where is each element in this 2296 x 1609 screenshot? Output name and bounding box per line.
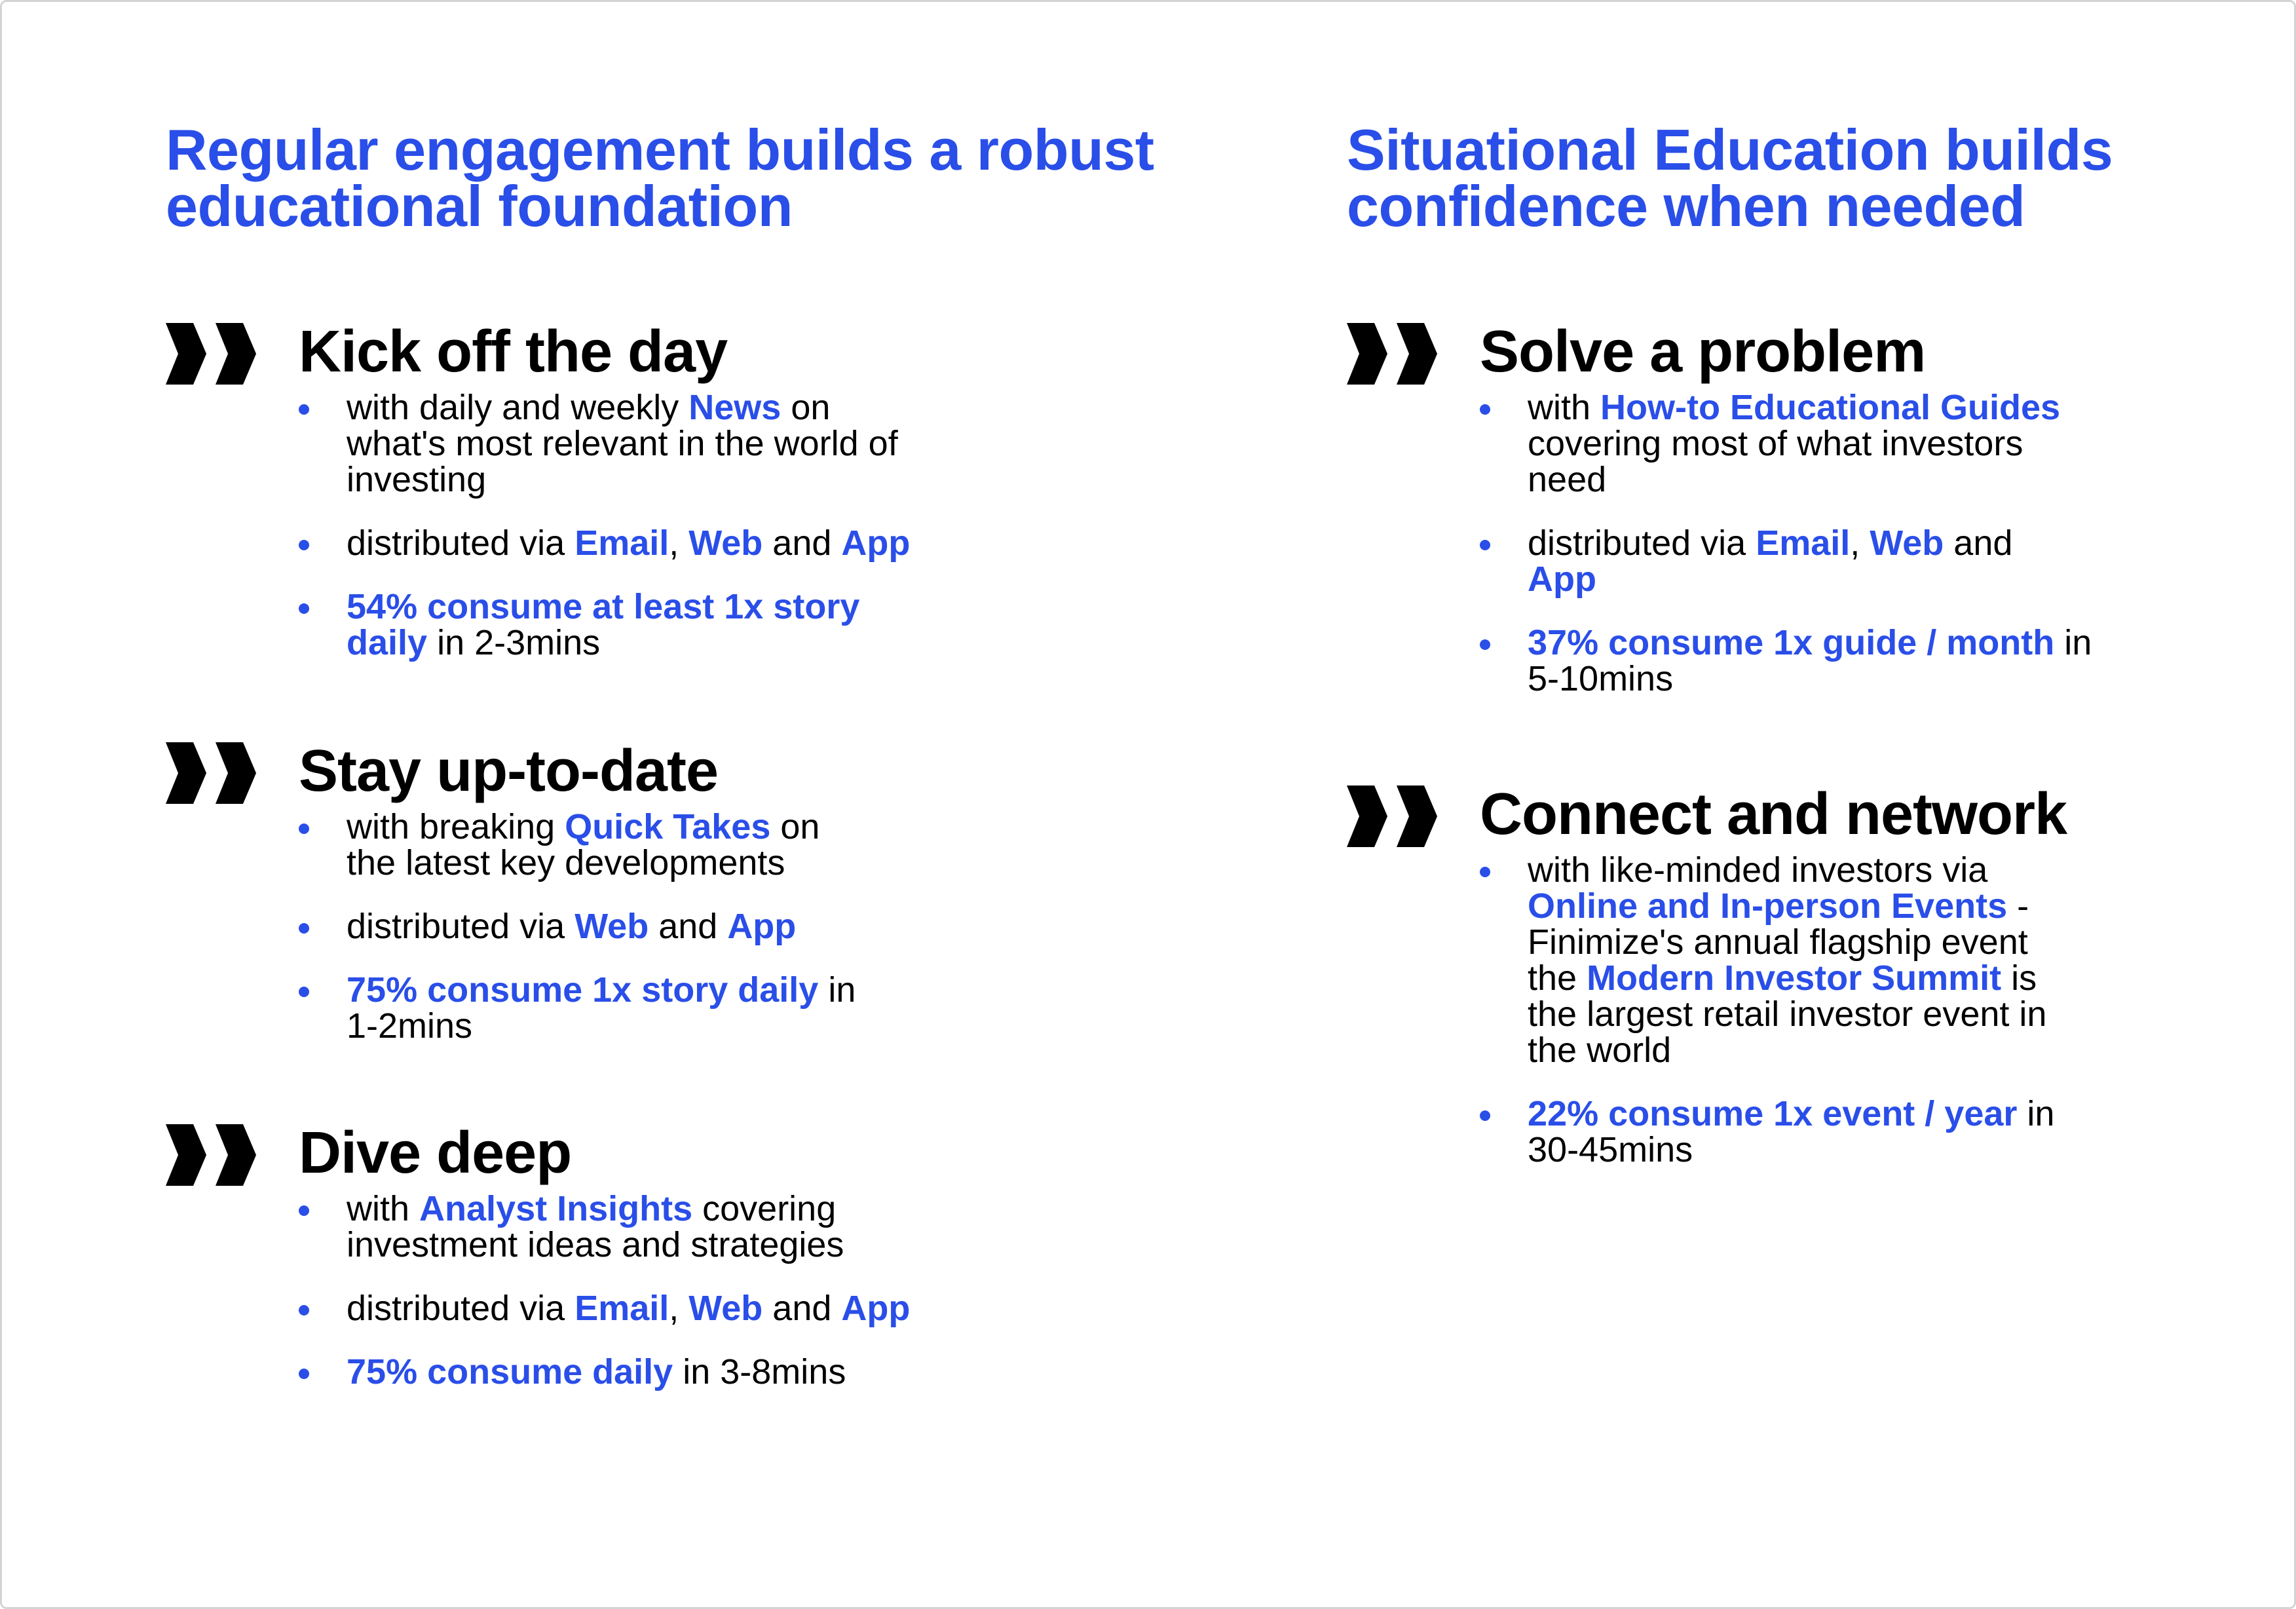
- highlight-text: Email: [574, 1289, 669, 1328]
- bullet-item: [1480, 525, 2092, 597]
- body-text: the world: [1528, 1031, 1672, 1070]
- bullet-dot-icon: [1480, 639, 1490, 650]
- bullet-dot-icon: [299, 603, 309, 614]
- body-text: with daily and weekly: [347, 388, 689, 427]
- bullet-item: [299, 390, 910, 498]
- body-text: and: [1944, 523, 2013, 563]
- section-title: Solve a problem: [1480, 319, 1926, 385]
- bullet-item: [299, 589, 910, 661]
- bullet-dot-icon: [299, 1305, 309, 1316]
- highlight-text: daily: [347, 623, 428, 662]
- section-title: Kick off the day: [299, 319, 728, 385]
- body-text: need: [1528, 460, 1607, 499]
- body-text: what's most relevant in the world of: [347, 424, 898, 463]
- body-text: in: [2054, 623, 2092, 662]
- bullet-dot-icon: [1480, 1110, 1490, 1121]
- body-text: covering: [692, 1189, 837, 1228]
- bullet-item: [1480, 852, 2054, 1069]
- bullet-dot-icon: [1480, 404, 1490, 415]
- bullet-item: [1480, 625, 2092, 697]
- bullet-list: [299, 1191, 910, 1418]
- body-text: distributed via: [347, 523, 575, 563]
- highlight-text: Web: [1870, 523, 1944, 563]
- body-text: with: [1528, 388, 1601, 427]
- bullet-dot-icon: [299, 540, 309, 550]
- body-text: covering most of what investors: [1528, 424, 2023, 463]
- highlight-text: Email: [1756, 523, 1851, 563]
- bullet-list: [1480, 390, 2092, 725]
- highlight-text: 37% consume 1x guide / month: [1528, 623, 2055, 662]
- bullet-item: [299, 972, 856, 1044]
- bullet-dot-icon: [299, 923, 309, 934]
- body-text: distributed via: [1528, 523, 1756, 563]
- double-chevron-icon: [1347, 321, 1446, 387]
- body-text: distributed via: [347, 907, 575, 946]
- body-text: and: [649, 907, 728, 946]
- bullet-list: [299, 390, 910, 689]
- bullet-dot-icon: [299, 404, 309, 415]
- highlight-text: News: [688, 388, 781, 427]
- double-chevron-icon: [166, 1122, 265, 1188]
- highlight-text: Web: [688, 1289, 763, 1328]
- section-title: Stay up-to-date: [299, 738, 719, 804]
- bullet-dot-icon: [299, 1369, 309, 1379]
- body-text: and: [762, 1289, 842, 1328]
- body-text: -: [2007, 886, 2029, 926]
- bullet-dot-icon: [299, 987, 309, 997]
- highlight-text: Modern Investor Summit: [1587, 958, 2002, 998]
- bullet-item: [1480, 1096, 2054, 1168]
- body-text: in 2-3mins: [427, 623, 601, 662]
- bullet-item: [299, 809, 856, 881]
- body-text: 5-10mins: [1528, 659, 1674, 698]
- highlight-text: App: [1528, 559, 1596, 599]
- left-column-heading: [166, 117, 1154, 238]
- body-text: with like-minded investors via: [1528, 850, 1988, 890]
- bullet-item: [299, 525, 910, 561]
- bullet-list: [299, 809, 856, 1072]
- body-text: 1-2mins: [347, 1006, 473, 1046]
- highlight-text: 54% consume at least 1x story: [347, 587, 860, 626]
- body-text: is: [2001, 958, 2037, 998]
- highlight-text: Web: [688, 523, 763, 563]
- bullet-list: [1480, 852, 2054, 1196]
- section-title: Connect and network: [1480, 782, 2067, 847]
- highlight-text: App: [727, 907, 797, 946]
- body-text: ,: [669, 1289, 689, 1328]
- double-chevron-icon: [166, 321, 265, 387]
- bullet-item: [299, 909, 856, 945]
- bullet-dot-icon: [1480, 867, 1490, 877]
- bullet-dot-icon: [299, 823, 309, 834]
- highlight-text: Quick Takes: [565, 807, 771, 846]
- body-text: distributed via: [347, 1289, 575, 1328]
- body-text: in: [2017, 1094, 2055, 1133]
- double-chevron-icon: [166, 740, 265, 806]
- body-text: on: [781, 388, 831, 427]
- highlight-text: 75% consume daily: [347, 1352, 673, 1391]
- section-title: Dive deep: [299, 1120, 572, 1186]
- highlight-text: How-to Educational Guides: [1600, 388, 2061, 427]
- highlight-text: Web: [574, 907, 649, 946]
- bullet-item: [299, 1291, 910, 1327]
- body-text: the largest retail investor event in: [1528, 994, 2047, 1034]
- body-text: in: [818, 970, 856, 1010]
- body-text: in 3-8mins: [673, 1352, 846, 1391]
- highlight-text: App: [841, 523, 911, 563]
- right-column-heading: [1347, 117, 2113, 238]
- body-text: ,: [669, 523, 689, 563]
- heading-line: confidence when needed: [1347, 174, 2025, 238]
- double-chevron-icon: [1347, 784, 1446, 849]
- bullet-dot-icon: [299, 1205, 309, 1216]
- body-text: on: [770, 807, 820, 846]
- body-text: the latest key developments: [347, 843, 785, 882]
- body-text: investing: [347, 460, 487, 499]
- body-text: 30-45mins: [1528, 1130, 1693, 1169]
- bullet-item: [299, 1354, 910, 1390]
- highlight-text: 75% consume 1x story daily: [347, 970, 819, 1010]
- body-text: with breaking: [347, 807, 565, 846]
- highlight-text: App: [841, 1289, 911, 1328]
- heading-line: Regular engagement builds a robust: [166, 117, 1154, 182]
- bullet-dot-icon: [1480, 540, 1490, 550]
- bullet-item: [1480, 390, 2092, 498]
- highlight-text: 22% consume 1x event / year: [1528, 1094, 2018, 1133]
- bullet-item: [299, 1191, 910, 1263]
- highlight-text: Email: [574, 523, 669, 563]
- body-text: investment ideas and strategies: [347, 1225, 844, 1264]
- body-text: the: [1528, 958, 1587, 998]
- body-text: with: [347, 1189, 420, 1228]
- heading-line: educational foundation: [166, 174, 793, 238]
- body-text: ,: [1850, 523, 1870, 563]
- highlight-text: Analyst Insights: [419, 1189, 693, 1228]
- heading-line: Situational Education builds: [1347, 117, 2113, 182]
- highlight-text: Online and In-person Events: [1528, 886, 2008, 926]
- body-text: Finimize's annual flagship event: [1528, 922, 2028, 962]
- body-text: and: [762, 523, 842, 563]
